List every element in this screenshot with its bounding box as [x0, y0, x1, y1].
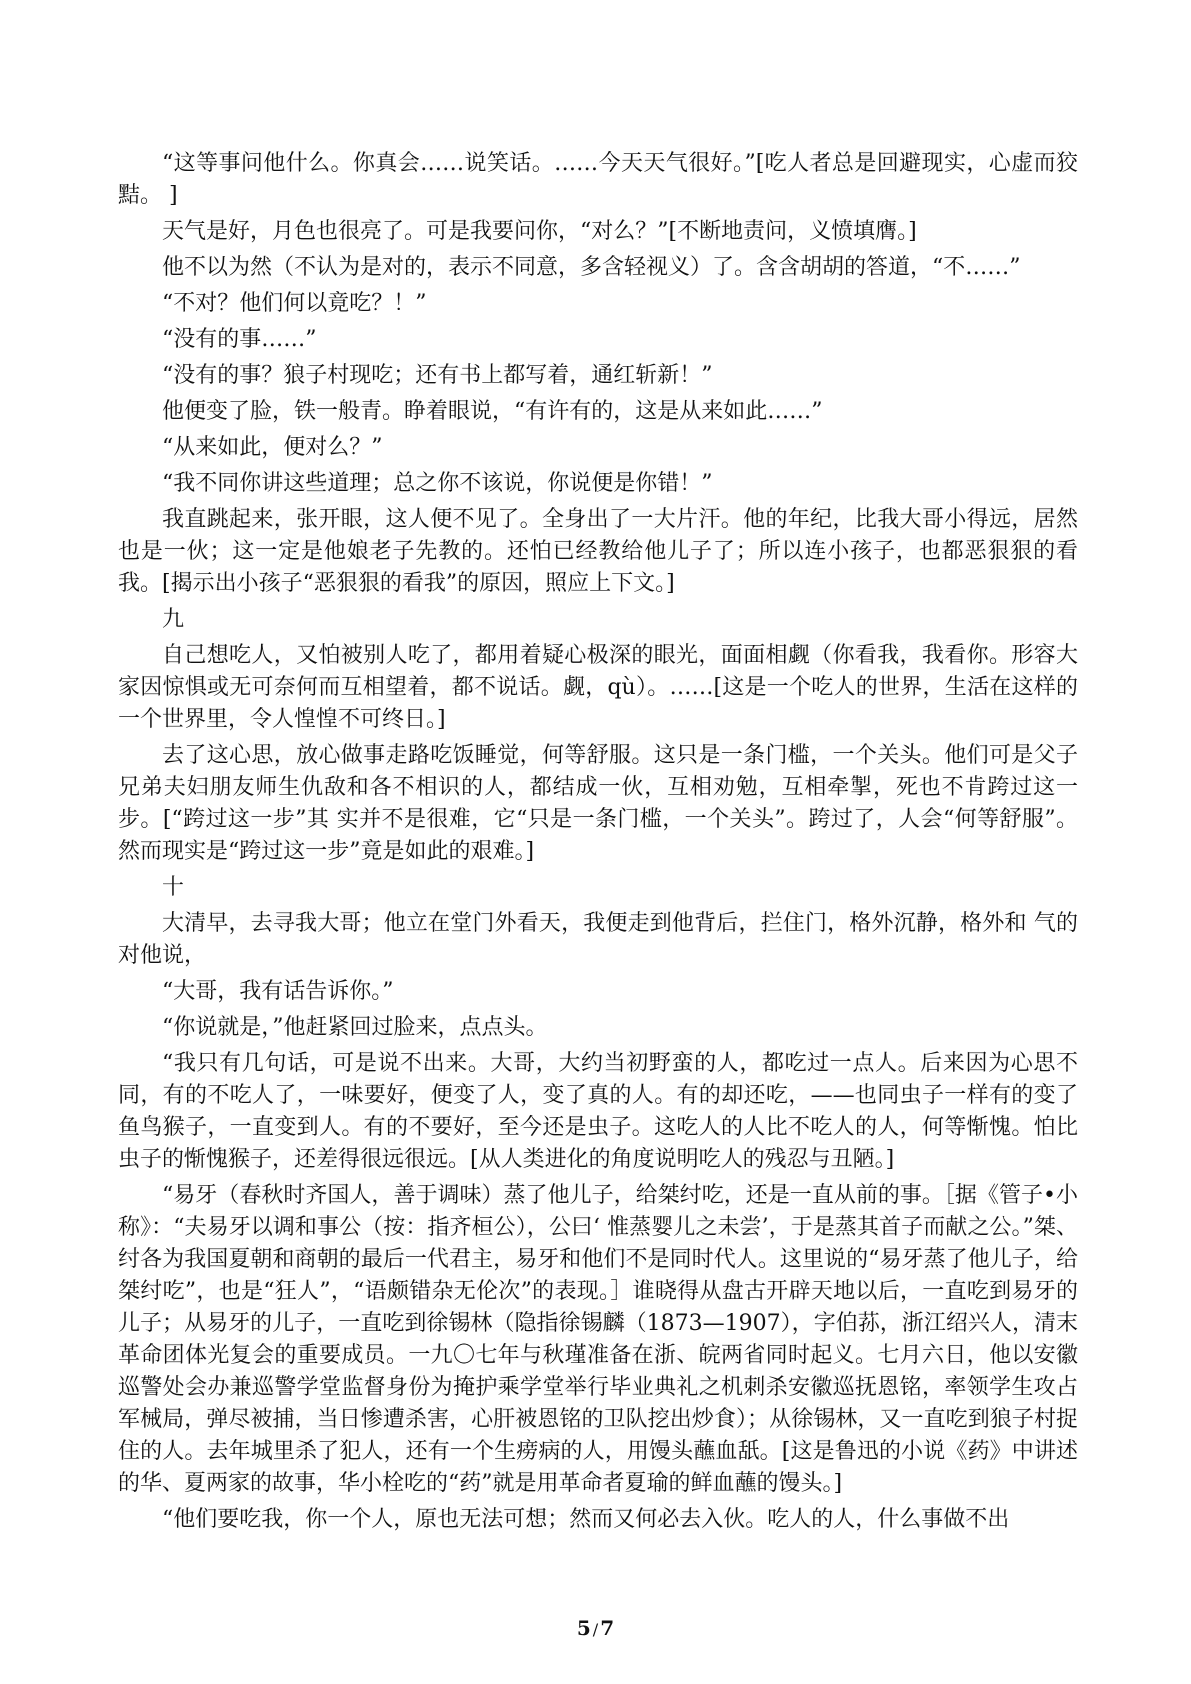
page-current: 5	[576, 1616, 591, 1640]
paragraph: “我只有几句话，可是说不出来。大哥，大约当初野蛮的人，都吃过一点人。后来因为心思不同，有的不吃人了，一味要好，便变了人，变了真的人。有的却还吃，——也同虫子一样有的变了鱼鸟猴子，一直变到人。有的不要好，至今还是虫子。这吃人的人比不吃人的人，何等惭愧。怕比虫子的惭愧猴子，还差得很远很远。[从人类进化的角度说明吃人的残忍与丑陋。]	[118, 1051, 1078, 1172]
paragraph: “不对？他们何以竟吃？！”	[162, 291, 427, 316]
paragraph: “大哥，我有话告诉你。”	[162, 979, 394, 1004]
paragraph: 我直跳起来，张开眼，这人便不见了。全身出了一大片汗。他的年纪，比我大哥小得远，居然也是一伙；这一定是他娘老子先教的。还怕已经教给他儿子了；所以连小孩子，也都恶狠狠的看我。[揭示出小孩子“恶狠狠的看我”的原因，照应上下文。]	[118, 507, 1078, 596]
paragraph: 大清早，去寻我大哥；他立在堂门外看天，我便走到他背后，拦住门，格外沉静，格外和 气的对他说，	[118, 911, 1078, 968]
body-text	[118, 148, 1078, 1540]
page-total: 7	[600, 1616, 615, 1640]
paragraph: “他们要吃我，你一个人，原也无法可想；然而又何必去入伙。吃人的人，什么事做不出	[162, 1507, 1010, 1532]
page-number	[0, 1616, 1191, 1640]
paragraph: 他便变了脸，铁一般青。睁着眼说，“有许有的，这是从来如此……”	[162, 399, 823, 424]
section-number: 十	[162, 875, 185, 900]
paragraph: “从来如此，便对么？”	[162, 435, 383, 460]
section-number: 九	[162, 607, 185, 632]
page-separator: /	[592, 1620, 599, 1639]
paragraph: “这等事问他什么。你真会……说笑话。……今天天气很好。”[吃人者总是回避现实，心虚而狡黠。 ]	[118, 151, 1078, 208]
paragraph: “易牙（春秋时齐国人，善于调味）蒸了他儿子，给桀纣吃，还是一直从前的事。［据《管子•小称》：“夫易牙以调和事公（按：指齐桓公），公曰‘ 惟蒸婴儿之未尝’，于是蒸其首子而献之公。”桀、纣各为我国夏朝和商朝的最后一代君主，易牙和他们不是同时代人。这里说的“易牙蒸了他儿子，给桀纣吃”，也是“狂人”，“语颇错杂无伦次”的表现。］谁晓得从盘古开辟天地以后，一直吃到易牙的儿子；从易牙的儿子，一直吃到徐锡林（隐指徐锡麟（1873—1907），字伯荪，浙江绍兴人，清末革命团体光复会的重要成员。一九〇七年与秋瑾准备在浙、皖两省同时起义。七月六日，他以安徽巡警处会办兼巡警学堂监督身份为掩护乘学堂举行毕业典礼之机刺杀安徽巡抚恩铭，率领学生攻占军械局，弹尽被捕，当日惨遭杀害，心肝被恩铭的卫队挖出炒食）；从徐锡林，又一直吃到狼子村捉住的人。去年城里杀了犯人，还有一个生痨病的人，用馒头蘸血舐。[这是鲁迅的小说《药》中讲述的华、夏两家的故事，华小栓吃的“药”就是用革命者夏瑜的鲜血蘸的馒头。]	[118, 1183, 1078, 1496]
paragraph: 去了这心思，放心做事走路吃饭睡觉，何等舒服。这只是一条门槛，一个关头。他们可是父子兄弟夫妇朋友师生仇敌和各不相识的人，都结成一伙，互相劝勉，互相牵掣，死也不肯跨过这一步。[“跨过这一步”其 实并不是很难，它“只是一条门槛，一个关头”。跨过了，人会“何等舒服”。然而现实是“跨过这一步”竟是如此的艰难。]	[118, 743, 1078, 864]
paragraph: 自己想吃人，又怕被别人吃了，都用着疑心极深的眼光，面面相觑（你看我，我看你。形容大家因惊惧或无可奈何而互相望着，都不说话。觑，qù）。……[这是一个吃人的世界，生活在这样的一个世界里，令人惶惶不可终日。]	[118, 643, 1078, 732]
paragraph: “没有的事？狼子村现吃；还有书上都写着，通红斩新！”	[162, 363, 713, 388]
paragraph: 他不以为然（不认为是对的，表示不同意，多含轻视义）了。含含胡胡的答道，“不……”	[162, 255, 1021, 280]
paragraph: “我不同你讲这些道理；总之你不该说，你说便是你错！”	[162, 471, 713, 496]
paragraph: “没有的事……”	[162, 327, 317, 352]
paragraph: “你说就是，”他赶紧回过脸来，点点头。	[162, 1015, 548, 1040]
paragraph: 天气是好，月色也很亮了。可是我要问你，“对么？”[不断地责问，义愤填膺。]	[162, 219, 917, 244]
